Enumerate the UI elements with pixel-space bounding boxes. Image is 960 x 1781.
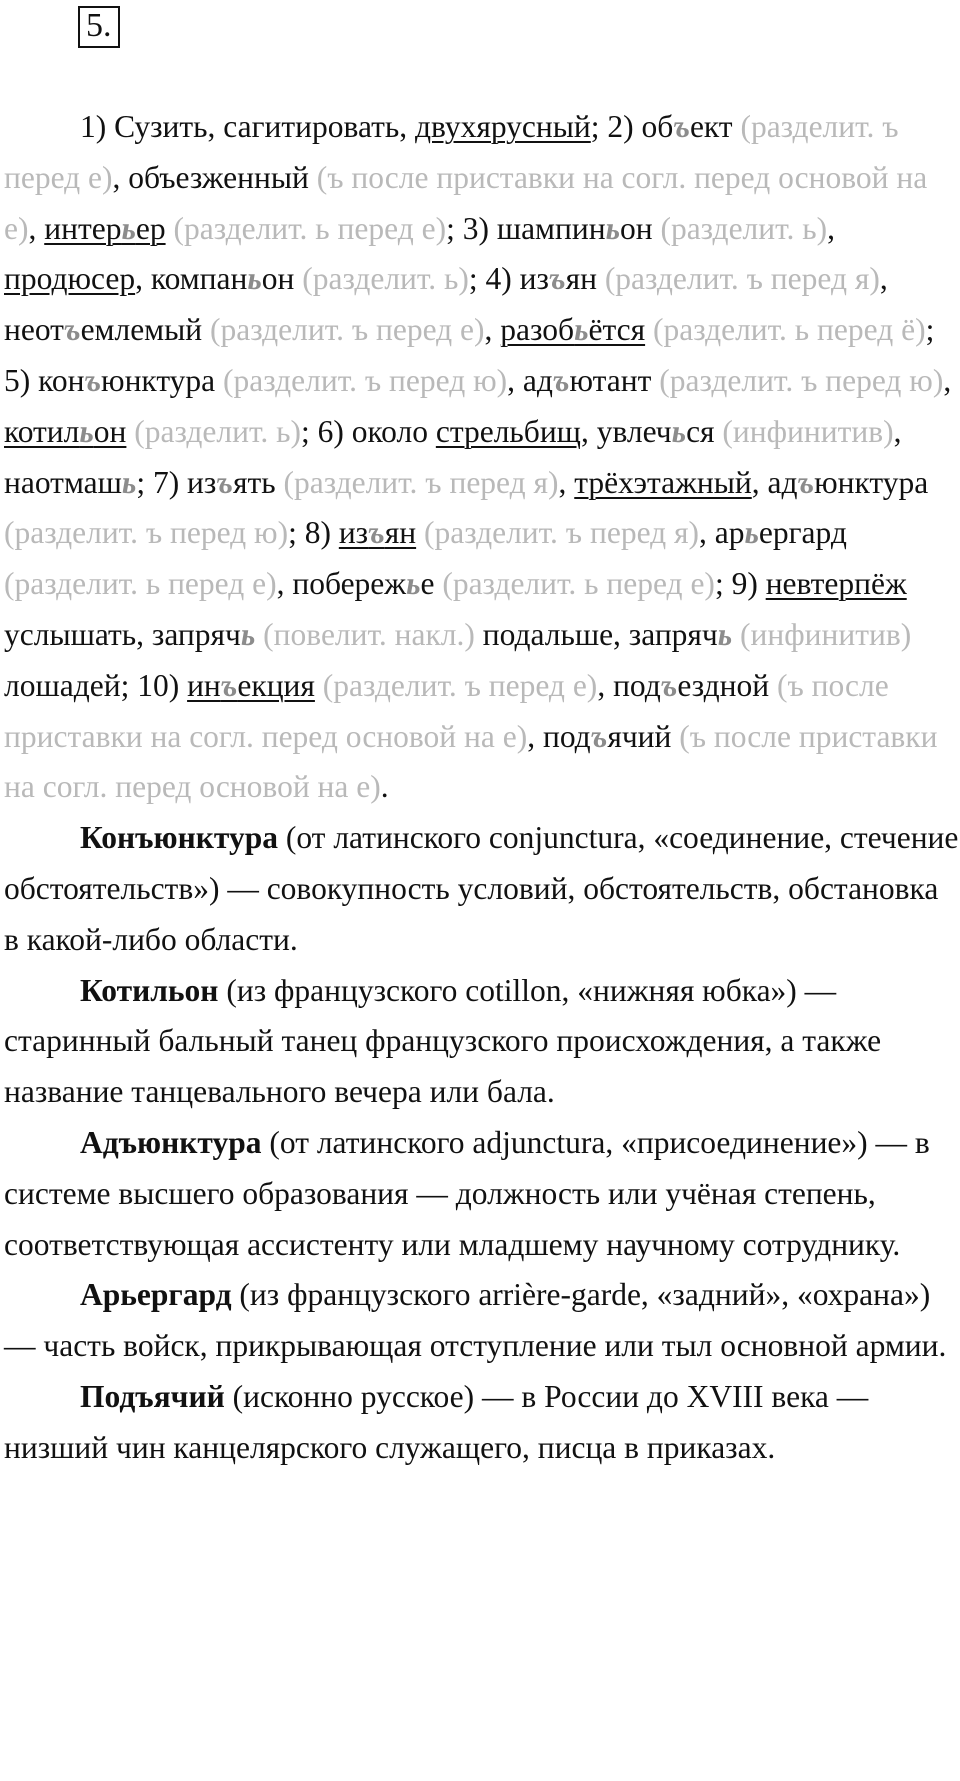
sign-letter: ь <box>406 566 421 602</box>
definition-kotilon <box>4 966 960 1118</box>
sign-letter: ь <box>574 312 589 348</box>
answer-text <box>315 668 323 703</box>
rule-note: (разделит. ъ перед ю) <box>4 515 289 551</box>
answer-text: ; 7) из <box>136 464 217 500</box>
answer-text: ; 8) <box>288 515 339 551</box>
answer-text: , ар <box>699 515 745 551</box>
word-part: интер <box>44 210 122 246</box>
word-part: ер <box>135 210 166 246</box>
answer-text: ; 3) шампин <box>446 210 606 246</box>
answer-text: , ад <box>751 464 798 500</box>
answer-text: емлемый <box>80 312 211 348</box>
definition-term: Арьергард <box>80 1277 232 1313</box>
rule-note: (повелит. накл.) <box>263 616 475 652</box>
answer-text: юнктура <box>101 362 224 398</box>
answer-text: ять <box>232 464 284 500</box>
answer-text: ездной <box>677 667 778 703</box>
word-part: ян <box>384 515 417 551</box>
answer-text: он <box>619 210 661 246</box>
answer-text: лошадей; 10) <box>4 667 188 703</box>
answer-text: , под <box>527 718 591 754</box>
answer-text: , объезженный <box>112 159 317 195</box>
underlined-word: продюсер <box>4 261 136 297</box>
definition-text: (из французского arrière-garde, «задний», «охрана») — часть войск, прикрывающая отступление или тыл основной армии. <box>4 1277 947 1364</box>
answer-text: , <box>28 210 45 246</box>
rule-note: (разделит. ъ перед е) <box>4 109 899 195</box>
rule-note: (разделит. ъ перед я) <box>604 261 880 297</box>
rule-note: (разделит. ь перед ё) <box>652 312 926 348</box>
answer-text: ютант <box>569 362 660 398</box>
answer-text: подальше, запряч <box>474 616 718 652</box>
rule-note: (разделит. ь) <box>302 261 469 297</box>
word-part: ётся <box>588 312 646 348</box>
sign-letter: ъ <box>368 515 385 551</box>
sign-letter: ъ <box>552 362 570 398</box>
answer-text: , наотмаш <box>4 413 902 500</box>
definition-podyachiy <box>4 1372 960 1474</box>
underlined-word: трёхэтажный <box>574 464 752 500</box>
answer-text: ; 5) кон <box>4 312 935 398</box>
rule-note: (разделит. ъ перед е) <box>210 312 485 348</box>
answer-text: он <box>261 261 303 297</box>
rule-note: (разделит. ь) <box>134 413 301 449</box>
answer-text: , компан <box>135 261 248 297</box>
answer-text: . <box>380 769 389 805</box>
underlined-word <box>500 312 645 347</box>
answer-text <box>645 312 653 347</box>
sign-letter: ъ <box>673 109 690 144</box>
rule-note: (разделит. ь перед е) <box>4 566 277 602</box>
answer-text: услышать, запряч <box>4 616 241 652</box>
answer-paragraph <box>4 102 960 813</box>
sign-letter: ь <box>79 413 94 449</box>
rule-note: (инфинитив) <box>722 413 894 449</box>
rule-note: (ъ после приставки на согл. перед основой на е) <box>4 159 928 246</box>
answer-text: ; 6) около <box>300 413 436 449</box>
rule-note: (разделит. ь перед е) <box>173 210 447 246</box>
definition-term: Адъюнктура <box>80 1124 262 1160</box>
sign-letter: ь <box>605 210 620 246</box>
word-part: разоб <box>500 312 575 348</box>
document-body <box>4 102 960 1474</box>
task-number-box: 5. <box>78 6 120 48</box>
answer-text: ян <box>565 261 605 297</box>
definition-term: Конъюнктура <box>80 820 278 856</box>
sign-letter: ь <box>717 616 733 652</box>
sign-letter: ъ <box>797 464 815 500</box>
word-part: из <box>338 515 369 551</box>
definition-term: Подъячий <box>80 1378 225 1414</box>
answer-text: , увлеч <box>580 413 672 449</box>
answer-text: ; 4) из <box>468 261 549 297</box>
answer-text: юнктура <box>814 464 929 500</box>
rule-note: (разделит. ъ перед я) <box>423 515 700 551</box>
answer-text: , <box>827 210 836 246</box>
word-part: ин <box>187 667 221 703</box>
definition-text: (от латинского adjunctura, «присоединение») — в системе высшего образования — должность или учёная степень, соответствующая ассистенту или младшему научному сотруднику. <box>4 1124 930 1262</box>
rule-note: (разделит. ъ перед я) <box>283 464 559 500</box>
sign-letter: ъ <box>660 667 678 703</box>
answer-text: е <box>420 566 443 602</box>
rule-note: (разделит. ь перед е) <box>442 566 715 602</box>
answer-text <box>732 617 740 652</box>
definition-konyunktura <box>4 813 960 965</box>
answer-text: ся <box>686 413 723 449</box>
answer-text <box>416 515 424 550</box>
word-part: он <box>93 413 127 449</box>
sign-letter: ъ <box>548 261 566 297</box>
definition-text: (от латинского conjunctura, «соединение, стечение обстоятельств») — совокупность условий, обстоятельств, обстановка в какой-либо области. <box>4 820 959 957</box>
answer-text: ергард <box>758 515 847 551</box>
answer-text <box>255 617 263 652</box>
answer-text: 1) Сузить, сагитировать, <box>80 109 416 144</box>
word-part: екция <box>237 667 315 703</box>
sign-letter: ь <box>744 515 759 551</box>
word-part: котил <box>4 413 80 449</box>
underlined-word <box>4 414 126 449</box>
answer-text: , <box>558 464 575 500</box>
answer-text: , ад <box>507 362 553 398</box>
answer-text: ект <box>689 109 741 144</box>
rule-note: (разделит. ъ перед ю) <box>659 362 944 398</box>
sign-letter: ь <box>671 413 687 449</box>
answer-text: ; 2) об <box>590 109 674 144</box>
sign-letter: ъ <box>590 718 608 754</box>
answer-text: , побереж <box>276 566 407 602</box>
sign-letter: ь <box>121 210 136 246</box>
underlined-word <box>44 211 165 246</box>
underlined-word: двухярусный <box>415 109 591 144</box>
underlined-word: стрельбищ <box>435 413 581 449</box>
underlined-word <box>187 668 315 703</box>
definition-adyunktura <box>4 1118 960 1270</box>
answer-text: , <box>484 312 501 348</box>
sign-letter: ь <box>121 464 137 500</box>
sign-letter: ь <box>247 261 262 297</box>
answer-text: , под <box>597 667 661 703</box>
sign-letter: ъ <box>220 667 238 703</box>
definition-term: Котильон <box>80 972 219 1008</box>
sign-letter: ь <box>240 616 256 652</box>
rule-note: (ъ после приставки на согл. перед основой на е) <box>4 718 938 805</box>
sign-letter: ъ <box>84 362 102 398</box>
rule-note: (разделит. ъ перед ю) <box>223 362 508 398</box>
rule-note: (разделит. ъ перед е) <box>322 667 598 703</box>
answer-text: ячий <box>607 718 680 754</box>
answer-text: ; 9) <box>714 566 766 602</box>
definition-text: (из французского cotillon, «нижняя юбка») — старинный бальный танец французского происхождения, а также название танцевального вечера или бала. <box>4 972 882 1110</box>
definition-text: (исконно русское) — в России до XVIII века — низший чин канцелярского служащего, писца в приказах. <box>4 1378 869 1465</box>
underlined-word <box>339 515 416 550</box>
rule-note: (инфинитив) <box>740 616 912 652</box>
rule-note: (ъ после приставки на согл. перед основой на е) <box>4 667 889 754</box>
rule-note: (разделит. ь) <box>660 210 828 246</box>
sign-letter: ъ <box>216 464 233 500</box>
definition-arergard <box>4 1270 960 1372</box>
answer-text: , неот <box>4 261 888 348</box>
sign-letter: ъ <box>63 312 81 348</box>
answer-text: , <box>943 362 952 398</box>
underlined-word: невтерпёж <box>765 566 907 602</box>
